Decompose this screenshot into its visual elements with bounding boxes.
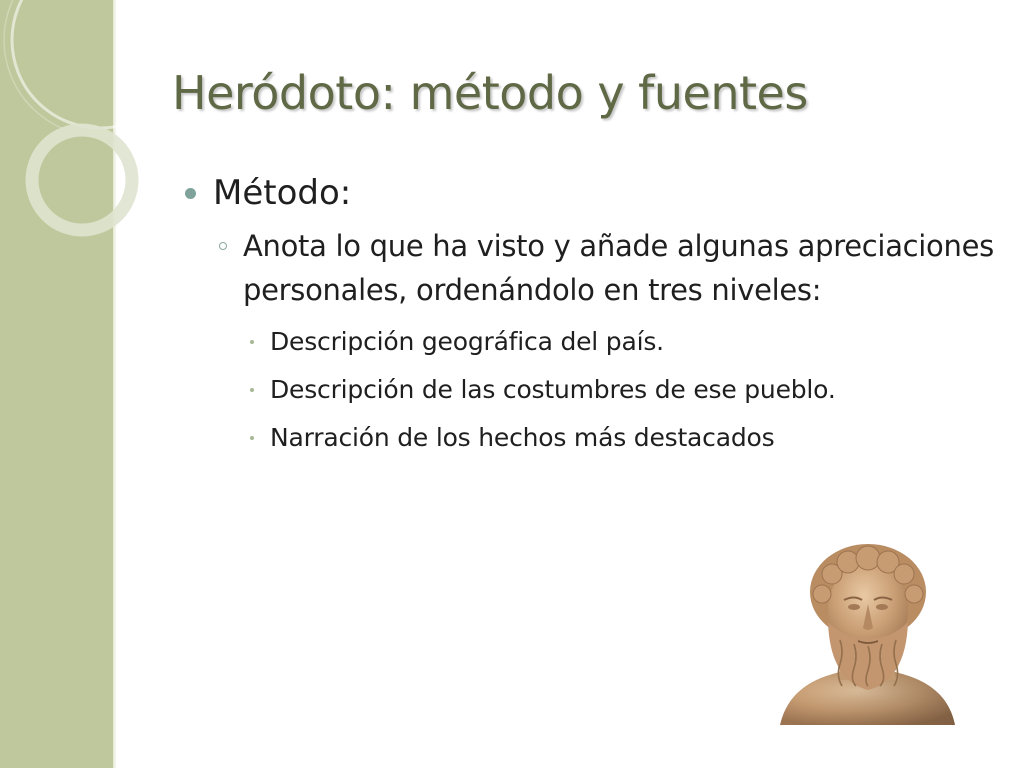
bullet-level-2 [217,224,1003,312]
bullet-level-1 [185,170,1005,216]
list-item-text: Descripción geográfica del país. [270,327,664,356]
decorative-circles-icon [0,0,140,300]
herodotus-bust-icon [770,540,965,725]
sub-bullet-list [185,318,1005,462]
slide-content [185,170,1005,462]
list-item [243,414,1005,462]
list-item-text: Descripción de las costumbres de ese pueblo. [270,375,836,404]
bullet-small-dot-icon [250,340,254,344]
bullet-text-anota: Anota lo que ha visto y añade algunas apreciaciones personales, ordenándolo en tres niveles: [243,229,994,307]
bullet-ring-icon [219,242,227,250]
slide-title: Heródoto: método y fuentes [172,66,808,120]
list-item [243,366,1005,414]
bullet-small-dot-icon [250,436,254,440]
bullet-text-metodo: Método: [213,173,352,213]
list-item [243,318,1005,366]
list-item-text: Narración de los hechos más destacados [270,423,775,452]
bullet-small-dot-icon [250,388,254,392]
bullet-dot-icon [185,188,196,199]
